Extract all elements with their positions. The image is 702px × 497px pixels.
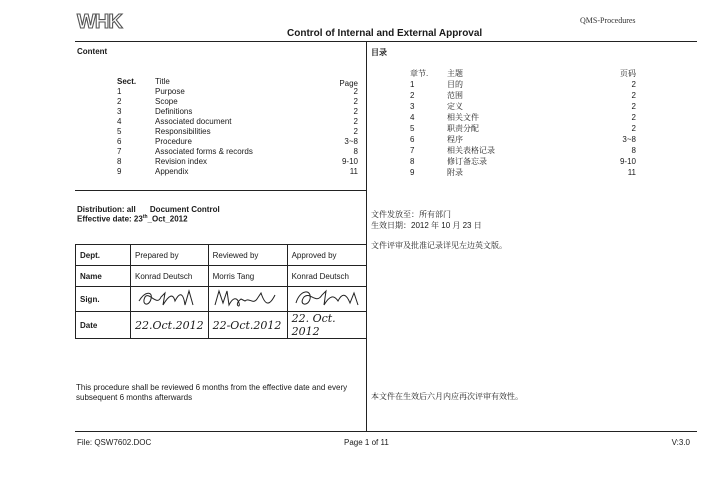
toc-page: 11 — [349, 167, 358, 176]
prepared-by-header: Prepared by — [131, 245, 209, 266]
cn-toc-sect: 5 — [410, 124, 415, 133]
prepared-by-signature — [131, 287, 209, 312]
cn-toc-title: 修订备忘录 — [447, 157, 487, 166]
reviewed-by-date: 22-Oct.2012 — [208, 312, 287, 339]
toc-title: Appendix — [155, 167, 189, 176]
cn-distribution: 文件发放至：所有部门 — [371, 210, 451, 219]
toc-page: 2 — [353, 97, 358, 106]
approved-by-date: 22. Oct. 2012 — [287, 312, 366, 339]
sign-label: Sign. — [76, 287, 131, 312]
toc-bottom-divider — [75, 190, 366, 191]
toc-title: Purpose — [155, 87, 185, 96]
toc-page: 2 — [353, 87, 358, 96]
toc-title: Procedure — [155, 137, 192, 146]
cn-toc-page: 2 — [631, 102, 636, 111]
signature-image — [135, 287, 201, 309]
header-divider — [75, 41, 697, 42]
toc-page: 8 — [353, 147, 358, 156]
toc-sect: 6 — [117, 137, 122, 146]
reviewed-by-header: Reviewed by — [208, 245, 287, 266]
footer-page: Page 1 of 11 — [344, 438, 389, 447]
col-title-header: Title — [155, 77, 170, 86]
effective-date-sup: th — [142, 214, 148, 220]
document-title: Control of Internal and External Approval — [287, 28, 483, 39]
effective-date — [77, 214, 188, 224]
toc-title: Associated forms & records — [155, 147, 253, 156]
doc-type-label: QMS-Procedures — [580, 16, 636, 25]
toc-sect: 5 — [117, 127, 122, 136]
cn-toc-page: 2 — [631, 80, 636, 89]
approved-by-name: Konrad Deutsch — [287, 266, 366, 287]
cn-toc-page: 3~8 — [622, 135, 636, 144]
cn-approval-note: 文件评审及批准记录详见左边英文版。 — [371, 241, 507, 250]
logo-graphic — [76, 10, 130, 32]
toc-sect: 1 — [117, 87, 122, 96]
toc-sect: 8 — [117, 157, 122, 166]
cn-toc-sect: 7 — [410, 146, 415, 155]
distribution-label: Distribution: all — [77, 205, 136, 214]
effective-date-suffix: _Oct_2012 — [147, 214, 188, 224]
cn-toc-title: 范围 — [447, 91, 463, 100]
toc-sect: 2 — [117, 97, 122, 106]
name-label: Name — [76, 266, 131, 287]
footer-file: File: QSW7602.DOC — [77, 438, 152, 447]
cn-toc-page: 11 — [627, 168, 636, 177]
cn-toc-sect: 1 — [410, 80, 415, 89]
company-logo — [76, 10, 130, 32]
cn-toc-page: 8 — [631, 146, 636, 155]
cn-toc-sect: 4 — [410, 113, 415, 122]
table-row — [76, 312, 367, 339]
signature-image — [213, 287, 283, 309]
distribution-line — [77, 205, 220, 214]
center-divider — [366, 41, 367, 431]
toc-title: Responsibilities — [155, 127, 211, 136]
toc-page: 2 — [353, 117, 358, 126]
reviewed-by-name: Morris Tang — [208, 266, 287, 287]
cn-col-page-header: 页码 — [620, 69, 636, 78]
chinese-content-heading: 目录 — [371, 48, 387, 57]
toc-page: 2 — [353, 127, 358, 136]
table-row — [76, 287, 367, 312]
date-label: Date — [76, 312, 131, 339]
table-row — [76, 245, 367, 266]
cn-toc-page: 2 — [631, 113, 636, 122]
prepared-by-name: Konrad Deutsch — [131, 266, 209, 287]
cn-toc-title: 目的 — [447, 80, 463, 89]
prepared-by-date: 22.Oct.2012 — [131, 312, 209, 339]
toc-page: 3~8 — [344, 137, 358, 146]
footer-divider — [75, 431, 697, 432]
cn-toc-title: 职责分配 — [447, 124, 479, 133]
table-row — [76, 266, 367, 287]
cn-toc-title: 定义 — [447, 102, 463, 111]
toc-sect: 9 — [117, 167, 122, 176]
cn-col-title-header: 主题 — [447, 69, 463, 78]
cn-toc-sect: 2 — [410, 91, 415, 100]
logo-text: WHK — [77, 11, 122, 32]
cn-toc-title: 相关表格记录 — [447, 146, 495, 155]
cn-toc-title: 相关文件 — [447, 113, 479, 122]
col-page-header: Page — [339, 79, 358, 88]
effective-date-prefix: Effective date: 23 — [77, 214, 143, 224]
review-note: This procedure shall be reviewed 6 months from the effective date and every subsequent 6 months afterwards — [76, 383, 348, 402]
cn-toc-title: 程序 — [447, 135, 463, 144]
cn-toc-title: 附录 — [447, 168, 463, 177]
signature-image — [292, 287, 362, 309]
cn-toc-sect: 6 — [410, 135, 415, 144]
toc-sect: 3 — [117, 107, 122, 116]
toc-page: 9-10 — [341, 157, 358, 166]
distribution-value: Document Control — [149, 205, 220, 214]
cn-toc-page: 9-10 — [619, 157, 636, 166]
toc-page: 2 — [353, 107, 358, 116]
toc-sect: 4 — [117, 117, 122, 126]
cn-review-note: 本文件在生效后六月内应再次评审有效性。 — [371, 392, 523, 401]
approved-by-signature — [287, 287, 366, 312]
reviewed-by-signature — [208, 287, 287, 312]
col-sect-header: Sect. — [117, 77, 137, 86]
dept-header: Dept. — [76, 245, 131, 266]
cn-toc-sect: 9 — [410, 168, 415, 177]
toc-title: Scope — [155, 97, 178, 106]
toc-sect: 7 — [117, 147, 122, 156]
cn-col-sect-header: 章节. — [410, 69, 429, 78]
toc-title: Revision index — [155, 157, 208, 166]
cn-toc-sect: 3 — [410, 102, 415, 111]
approved-by-header: Approved by — [287, 245, 366, 266]
toc-title: Associated document — [155, 117, 232, 126]
cn-toc-sect: 8 — [410, 157, 415, 166]
footer-version: V:3.0 — [671, 438, 690, 447]
approval-table — [75, 244, 367, 339]
cn-effective-date: 生效日期：2012 年 10 月 23 日 — [371, 221, 482, 230]
content-heading: Content — [77, 47, 108, 56]
toc-title: Definitions — [155, 107, 193, 116]
cn-toc-page: 2 — [631, 91, 636, 100]
cn-toc-page: 2 — [631, 124, 636, 133]
